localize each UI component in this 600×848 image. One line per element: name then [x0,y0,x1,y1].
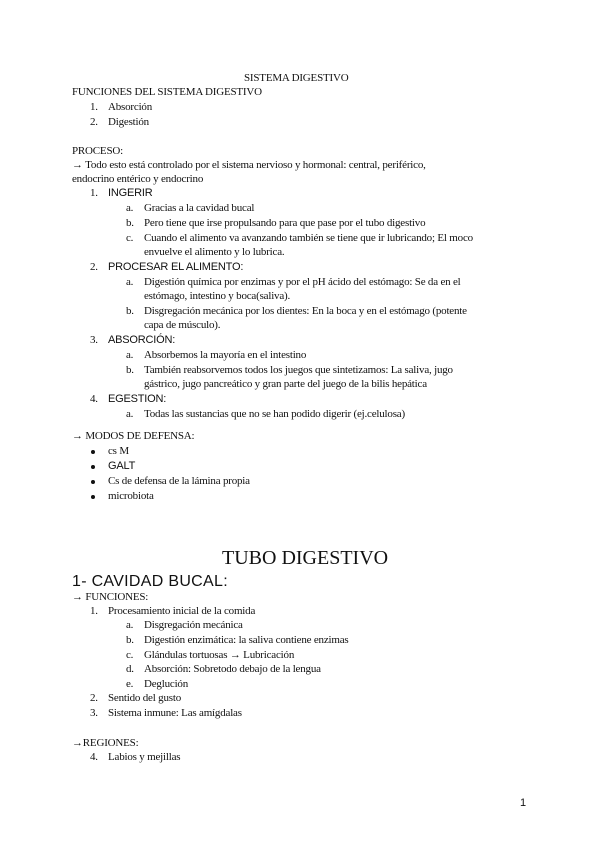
bullet-dot [91,480,95,484]
sub-letter: a. [126,619,134,631]
bullet-item: Cs de defensa de la lámina propia [108,475,250,487]
bullet-item: cs M [108,445,129,457]
list-number: 1. [90,101,98,113]
sub-letter: c. [126,232,134,244]
sub-letter: a. [126,408,134,420]
bullet-dot [91,450,95,454]
bullet-item: GALT [108,460,136,472]
sub-letter: a. [126,276,134,288]
sub-letter: b. [126,305,134,317]
sub-item: Absorción: Sobretodo debajo de la lengua [144,663,321,675]
sub-item: Todas las sustancias que no se han podido digerir (ej.celulosa) [144,408,405,420]
list-number: 1. [90,605,98,617]
list-item: Digestión [108,116,149,128]
step-title: ABSORCIÓN: [108,334,176,346]
sub-item: Digestión química por enzimas y por el pH ácido del estómago: Se da en el [144,276,461,288]
bullet-dot [91,495,95,499]
list-number: 3. [90,707,98,719]
sub-item: gástrico, jugo pancreático y gran parte del juego de la bilis hepática [144,378,427,390]
defensa-heading: → MODOS DE DEFENSA: [72,430,195,442]
sub-item: También reabsorvemos todos los juegos que sintetizamos: La saliva, jugo [144,364,453,376]
sub-letter: e. [126,678,134,690]
funciones-heading: → FUNCIONES: [72,591,149,603]
sub-letter: b. [126,217,134,229]
sub-letter: b. [126,634,134,646]
bullet-item: microbiota [108,490,154,502]
list-item: Absorción [108,101,153,113]
proceso-intro: endocrino entérico y endocrino [72,173,204,185]
list-item: Sistema inmune: Las amígdalas [108,707,242,719]
sub-item: Deglución [144,678,189,690]
sub-letter: d. [126,663,134,675]
page-number: 1 [520,797,526,809]
sub-item: estómago, intestino y boca(saliva). [144,290,291,302]
sub-item: Pero tiene que irse propulsando para que pase por el tubo digestivo [144,217,426,229]
section-title: TUBO DIGESTIVO [222,547,389,569]
proceso-heading: PROCESO: [72,145,123,157]
proceso-intro: → Todo esto está controlado por el sistema nervioso y hormonal: central, periférico, [72,159,426,171]
bullet-dot [91,465,95,469]
sub-item: Absorbemos la mayoría en el intestino [144,349,307,361]
list-item: Sentido del gusto [108,692,181,704]
list-item: Procesamiento inicial de la comida [108,605,256,617]
sub-item: Gracias a la cavidad bucal [144,202,255,214]
step-title: EGESTION: [108,393,167,405]
funciones-heading: FUNCIONES DEL SISTEMA DIGESTIVO [72,86,262,98]
step-number: 4. [90,393,98,405]
subsection-title: 1- CAVIDAD BUCAL: [72,573,228,590]
step-number: 1. [90,187,98,199]
sub-item: envuelve el alimento y lo lubrica. [144,246,285,258]
sub-item: capa de músculo). [144,319,221,331]
step-number: 2. [90,261,98,273]
step-title: PROCESAR EL ALIMENTO: [108,261,244,273]
doc-title: SISTEMA DIGESTIVO [244,72,349,84]
list-number: 2. [90,116,98,128]
sub-item: Cuando el alimento va avanzando también se tiene que ir lubricando; El moco [144,232,473,244]
sub-letter: a. [126,202,134,214]
regiones-heading: →REGIONES: [72,737,139,749]
step-title: INGERIR [108,187,153,199]
sub-item: Disgregación mecánica por los dientes: En la boca y en el estómago (potente [144,305,467,317]
list-number: 2. [90,692,98,704]
sub-item: Digestión enzimática: la saliva contiene enzimas [144,634,349,646]
sub-item: Disgregación mecánica [144,619,243,631]
step-number: 3. [90,334,98,346]
list-item: Labios y mejillas [108,751,181,763]
list-number: 4. [90,751,98,763]
sub-letter: a. [126,349,134,361]
sub-letter: c. [126,649,134,661]
sub-letter: b. [126,364,134,376]
sub-item: Glándulas tortuosas → Lubricación [144,649,295,661]
